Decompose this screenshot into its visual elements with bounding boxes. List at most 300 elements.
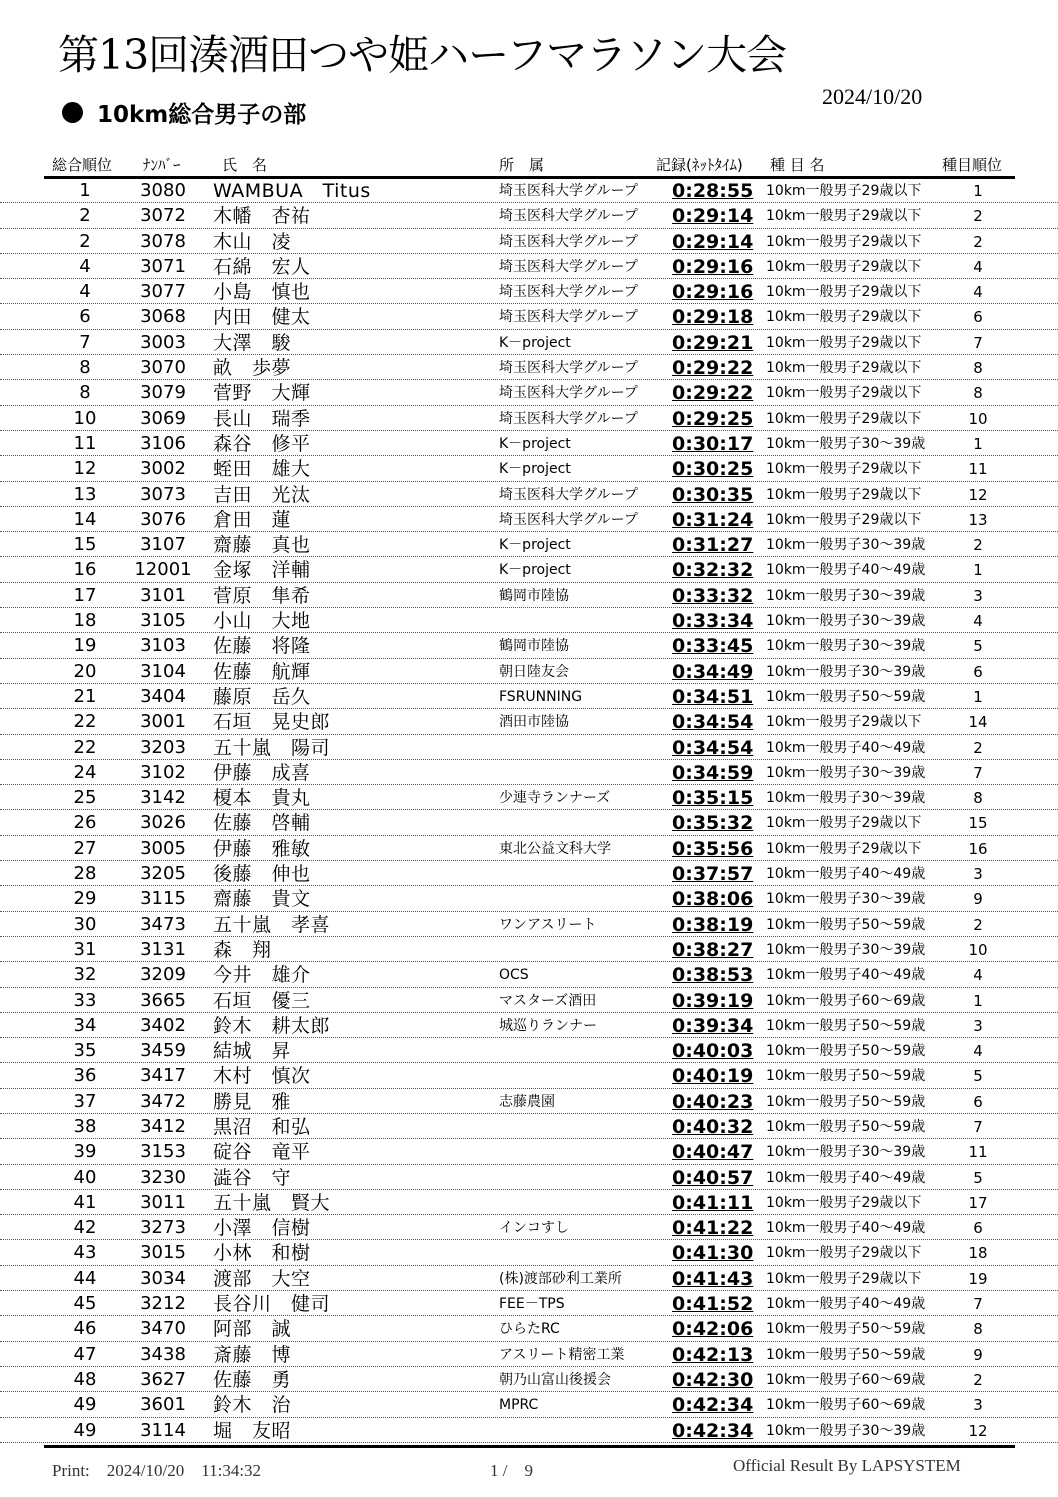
team-cell: 少連寺ランナーズ [499, 790, 611, 807]
rank-cell: 40 [73, 1166, 97, 1188]
table-row [0, 482, 1058, 507]
team-cell: FEE－TPS [499, 1296, 565, 1313]
rank-cell: 6 [79, 306, 91, 328]
category-rank-cell: 6 [973, 1219, 983, 1238]
net-time-cell: 0:40:47 [672, 1141, 754, 1164]
bib-number-cell: 3003 [140, 331, 186, 353]
net-time-cell: 0:34:54 [672, 736, 754, 759]
bib-number-cell: 3104 [140, 660, 186, 682]
net-time-cell: 0:35:56 [672, 837, 754, 860]
rank-cell: 38 [73, 1115, 97, 1137]
runner-name-cell: 倉田 蓮 [213, 508, 292, 531]
category-rank-cell: 2 [973, 1370, 983, 1389]
category-rank-cell: 3 [973, 1016, 983, 1035]
category-cell: 10km一般男子29歳以下 [766, 1245, 922, 1262]
bullet-icon [62, 102, 83, 123]
category-rank-cell: 1 [973, 687, 983, 706]
category-rank-cell: 7 [973, 763, 983, 782]
team-cell: 埼玉医科大学グループ [499, 385, 638, 402]
category-cell: 10km一般男子29歳以下 [766, 183, 922, 199]
runner-name-cell: 渡部 大空 [213, 1267, 311, 1290]
rank-cell: 8 [79, 382, 91, 404]
net-time-cell: 0:42:34 [672, 1419, 754, 1442]
header-number: ﾅﾝﾊﾞｰ [143, 156, 181, 174]
bib-number-cell: 3142 [140, 787, 186, 809]
category-cell: 10km一般男子29歳以下 [766, 309, 922, 326]
runner-name-cell: 結城 昇 [213, 1040, 292, 1063]
page-number: 1 / 9 [490, 1461, 533, 1480]
bib-number-cell: 3114 [140, 1419, 186, 1441]
bib-number-cell: 3105 [140, 610, 186, 632]
rank-cell: 17 [73, 584, 97, 606]
category-cell: 10km一般男子50～59歳 [766, 1321, 926, 1338]
bib-number-cell: 3077 [140, 281, 186, 303]
runner-name-cell: 森 翔 [213, 938, 272, 961]
table-row [0, 304, 1058, 329]
table-row [0, 760, 1058, 785]
net-time-cell: 0:30:25 [672, 458, 754, 481]
table-row [0, 557, 1058, 582]
category-cell: 10km一般男子50～59歳 [766, 1068, 926, 1085]
header-category-rank: 種目順位 [942, 156, 1003, 174]
team-cell: 埼玉医科大学グループ [499, 410, 638, 427]
net-time-cell: 0:30:35 [672, 483, 754, 506]
bib-number-cell: 3209 [140, 964, 186, 986]
category-rank-cell: 10 [968, 940, 988, 959]
table-row [0, 1063, 1058, 1088]
runner-name-cell: 蛭田 雄大 [213, 458, 311, 481]
team-cell: 東北公益文科大学 [499, 840, 611, 857]
table-row [0, 583, 1058, 608]
category-rank-cell: 5 [973, 637, 983, 656]
category-rank-cell: 11 [968, 460, 988, 479]
bib-number-cell: 3115 [140, 888, 186, 910]
net-time-cell: 0:34:49 [672, 660, 754, 683]
table-row [0, 406, 1058, 431]
runner-name-cell: 五十嵐 陽司 [213, 736, 331, 759]
bib-number-cell: 3078 [140, 230, 186, 252]
category-rank-cell: 6 [973, 1092, 983, 1111]
team-cell: 埼玉医科大学グループ [499, 511, 638, 528]
category-rank-cell: 3 [973, 586, 983, 605]
bib-number-cell: 3076 [140, 508, 186, 530]
bib-number-cell: 3473 [140, 913, 186, 935]
rank-cell: 22 [73, 711, 97, 733]
rank-cell: 42 [73, 1217, 97, 1239]
team-cell: 酒田市陸協 [499, 714, 569, 731]
category-cell: 10km一般男子30～39歳 [766, 1422, 926, 1439]
table-row [0, 532, 1058, 557]
rank-cell: 47 [73, 1343, 97, 1365]
net-time-cell: 0:42:30 [672, 1368, 754, 1391]
runner-name-cell: 鈴木 耕太郎 [213, 1014, 331, 1037]
net-time-cell: 0:41:30 [672, 1242, 754, 1265]
category-rank-cell: 8 [973, 384, 983, 403]
rank-cell: 36 [73, 1065, 97, 1087]
rank-cell: 37 [73, 1090, 97, 1112]
runner-name-cell: 長谷川 健司 [213, 1293, 331, 1316]
net-time-cell: 0:29:16 [672, 255, 754, 278]
rank-cell: 18 [73, 610, 97, 632]
rank-cell: 8 [79, 357, 91, 379]
net-time-cell: 0:33:34 [672, 610, 754, 633]
category-rank-cell: 9 [973, 1345, 983, 1364]
bib-number-cell: 3402 [140, 1014, 186, 1036]
net-time-cell: 0:31:24 [672, 508, 754, 531]
bib-number-cell: 3459 [140, 1040, 186, 1062]
rank-cell: 45 [73, 1293, 97, 1315]
category-rank-cell: 17 [968, 1193, 988, 1212]
team-cell: K－project [499, 334, 571, 351]
net-time-cell: 0:42:13 [672, 1343, 754, 1366]
bib-number-cell: 3080 [140, 180, 186, 201]
runner-name-cell: 木村 慎次 [213, 1065, 311, 1088]
runner-name-cell: 小島 慎也 [213, 281, 311, 304]
category-cell: 10km一般男子29歳以下 [766, 284, 922, 301]
runner-name-cell: 内田 健太 [213, 306, 311, 329]
table-row [0, 709, 1058, 734]
header-team: 所 属 [499, 156, 545, 174]
bib-number-cell: 3015 [140, 1242, 186, 1264]
category-rank-cell: 5 [973, 1168, 983, 1187]
category-rank-cell: 4 [973, 612, 983, 631]
runner-name-cell: 藤原 岳久 [213, 685, 311, 708]
category-rank-cell: 5 [973, 1067, 983, 1086]
header-time: 記録(ﾈｯﾄﾀｲﾑ) [656, 156, 743, 174]
category-rank-cell: 1 [973, 182, 983, 200]
bib-number-cell: 3601 [140, 1394, 186, 1416]
runner-name-cell: 伊藤 雅敏 [213, 837, 311, 860]
team-cell: 鶴岡市陸協 [499, 587, 569, 604]
table-row [0, 836, 1058, 861]
rank-cell: 41 [73, 1191, 97, 1213]
runner-name-cell: 吉田 光汰 [213, 483, 311, 506]
table-row [0, 1013, 1058, 1038]
category-rank-cell: 4 [973, 257, 983, 276]
net-time-cell: 0:39:19 [672, 989, 754, 1012]
bib-number-cell: 3073 [140, 483, 186, 505]
category-cell: 10km一般男子60～69歳 [766, 1397, 926, 1414]
rank-cell: 14 [73, 508, 97, 530]
runner-name-cell: 金塚 洋輔 [213, 559, 311, 582]
runner-name-cell: 木幡 杏祐 [213, 205, 311, 228]
runner-name-cell: 畝 歩夢 [213, 357, 292, 380]
category-cell: 10km一般男子29歳以下 [766, 1270, 922, 1287]
bib-number-cell: 3627 [140, 1368, 186, 1390]
runner-name-cell: 菅原 隼希 [213, 584, 311, 607]
category-cell: 10km一般男子30～39歳 [766, 663, 926, 680]
rank-cell: 39 [73, 1141, 97, 1163]
runner-name-cell: 長山 瑞季 [213, 407, 311, 430]
net-time-cell: 0:41:11 [672, 1191, 754, 1214]
table-row [0, 178, 1058, 203]
rank-cell: 1 [79, 180, 91, 201]
category-rank-cell: 2 [973, 738, 983, 757]
category-rank-cell: 4 [973, 966, 983, 985]
team-cell: K－project [499, 562, 571, 579]
category-rank-cell: 19 [968, 1269, 988, 1288]
category-cell: 10km一般男子30～39歳 [766, 764, 926, 781]
table-row [0, 659, 1058, 684]
team-cell: 埼玉医科大学グループ [499, 360, 638, 377]
team-cell: ひらたRC [499, 1321, 560, 1338]
category-rank-cell: 1 [973, 991, 983, 1010]
net-time-cell: 0:33:45 [672, 635, 754, 658]
table-row [0, 735, 1058, 760]
rank-cell: 15 [73, 534, 97, 556]
runner-name-cell: 齋藤 貴文 [213, 888, 311, 911]
category-cell: 10km一般男子29歳以下 [766, 258, 922, 275]
table-row [0, 507, 1058, 532]
runner-name-cell: 佐藤 勇 [213, 1368, 292, 1391]
header-name: 氏 名 [222, 156, 268, 174]
category-rank-cell: 1 [973, 561, 983, 580]
category-cell: 10km一般男子30～39歳 [766, 790, 926, 807]
team-cell: 志藤農園 [499, 1093, 555, 1110]
bib-number-cell: 3106 [140, 432, 186, 454]
category-rank-cell: 7 [973, 1117, 983, 1136]
runner-name-cell: 小澤 信樹 [213, 1217, 311, 1240]
category-rank-cell: 4 [973, 1042, 983, 1061]
page-title: 第13回湊酒田つや姫ハーフマラソン大会 [58, 31, 787, 79]
team-cell: ワンアスリート [499, 916, 597, 933]
net-time-cell: 0:29:18 [672, 306, 754, 329]
net-time-cell: 0:35:32 [672, 812, 754, 835]
bib-number-cell: 3273 [140, 1217, 186, 1239]
rank-cell: 28 [73, 863, 97, 885]
runner-name-cell: 小林 和樹 [213, 1242, 311, 1265]
net-time-cell: 0:34:54 [672, 711, 754, 734]
runner-name-cell: 石垣 晃史郎 [213, 711, 331, 734]
bib-number-cell: 3001 [140, 711, 186, 733]
net-time-cell: 0:40:32 [672, 1115, 754, 1138]
rank-cell: 20 [73, 660, 97, 682]
runner-name-cell: 今井 雄介 [213, 964, 311, 987]
net-time-cell: 0:29:16 [672, 281, 754, 304]
bib-number-cell: 3153 [140, 1141, 186, 1163]
net-time-cell: 0:29:22 [672, 382, 754, 405]
runner-name-cell: 佐藤 啓輔 [213, 812, 311, 835]
rank-cell: 2 [79, 205, 91, 227]
team-cell: 埼玉医科大学グループ [499, 233, 638, 250]
rank-cell: 32 [73, 964, 97, 986]
category-cell: 10km一般男子40～49歳 [766, 1296, 926, 1313]
runner-name-cell: 後藤 伸也 [213, 863, 311, 886]
table-row [0, 229, 1058, 254]
runner-name-cell: 石綿 宏人 [213, 255, 311, 278]
category-rank-cell: 1 [973, 434, 983, 453]
bib-number-cell: 3011 [140, 1191, 186, 1213]
bib-number-cell: 3212 [140, 1293, 186, 1315]
net-time-cell: 0:41:22 [672, 1217, 754, 1240]
category-cell: 10km一般男子60～69歳 [766, 1371, 926, 1388]
net-time-cell: 0:31:27 [672, 534, 754, 557]
team-cell: OCS [499, 967, 529, 984]
rank-cell: 31 [73, 938, 97, 960]
bib-number-cell: 3101 [140, 584, 186, 606]
rank-cell: 16 [73, 559, 97, 581]
category-cell: 10km一般男子29歳以下 [766, 208, 922, 225]
rank-cell: 4 [79, 255, 91, 277]
bib-number-cell: 3472 [140, 1090, 186, 1112]
net-time-cell: 0:38:53 [672, 964, 754, 987]
category-cell: 10km一般男子29歳以下 [766, 486, 922, 503]
footer-rule [44, 1445, 1015, 1448]
team-cell: MPRC [499, 1397, 539, 1414]
bib-number-cell: 3068 [140, 306, 186, 328]
rank-cell: 2 [79, 230, 91, 252]
table-row [0, 1139, 1058, 1164]
net-time-cell: 0:41:43 [672, 1267, 754, 1290]
category-cell: 10km一般男子40～49歳 [766, 967, 926, 984]
category-rank-cell: 15 [968, 814, 988, 833]
category-cell: 10km一般男子29歳以下 [766, 233, 922, 250]
bib-number-cell: 3072 [140, 205, 186, 227]
category-cell: 10km一般男子29歳以下 [766, 1194, 922, 1211]
category-cell: 10km一般男子60～69歳 [766, 992, 926, 1009]
team-cell: 鶴岡市陸協 [499, 638, 569, 655]
category-rank-cell: 8 [973, 359, 983, 378]
category-rank-cell: 2 [973, 232, 983, 251]
category-rank-cell: 4 [973, 283, 983, 302]
runner-name-cell: 齋藤 真也 [213, 534, 311, 557]
rank-cell: 34 [73, 1014, 97, 1036]
rank-cell: 48 [73, 1368, 97, 1390]
rank-cell: 46 [73, 1318, 97, 1340]
table-row [0, 330, 1058, 355]
net-time-cell: 0:38:27 [672, 938, 754, 961]
rank-cell: 49 [73, 1394, 97, 1416]
runner-name-cell: 佐藤 航輝 [213, 660, 311, 683]
category-rank-cell: 7 [973, 333, 983, 352]
category-rank-cell: 12 [968, 485, 988, 504]
team-cell: K－project [499, 435, 571, 452]
runner-name-cell: 小山 大地 [213, 610, 311, 633]
net-time-cell: 0:39:34 [672, 1014, 754, 1037]
category-cell: 10km一般男子50～59歳 [766, 1043, 926, 1060]
category-rank-cell: 18 [968, 1244, 988, 1263]
bib-number-cell: 12001 [134, 559, 192, 581]
bib-number-cell: 3070 [140, 357, 186, 379]
net-time-cell: 0:29:14 [672, 205, 754, 228]
bib-number-cell: 3079 [140, 382, 186, 404]
category-cell: 10km一般男子50～59歳 [766, 1346, 926, 1363]
category-cell: 10km一般男子40～49歳 [766, 1220, 926, 1237]
bib-number-cell: 3131 [140, 938, 186, 960]
runner-name-cell: 阿部 誠 [213, 1318, 292, 1341]
category-cell: 10km一般男子50～59歳 [766, 688, 926, 705]
bib-number-cell: 3203 [140, 736, 186, 758]
net-time-cell: 0:41:52 [672, 1293, 754, 1316]
category-rank-cell: 14 [968, 713, 988, 732]
table-row [0, 1316, 1058, 1341]
runner-name-cell: 森谷 修平 [213, 432, 311, 455]
runner-name-cell: 伊藤 成喜 [213, 761, 311, 784]
net-time-cell: 0:28:55 [672, 180, 754, 202]
net-time-cell: 0:29:21 [672, 331, 754, 354]
table-row [0, 1240, 1058, 1265]
rank-cell: 4 [79, 281, 91, 303]
rank-cell: 13 [73, 483, 97, 505]
category-rank-cell: 16 [968, 839, 988, 858]
table-row [0, 279, 1058, 304]
category-cell: 10km一般男子40～49歳 [766, 562, 926, 579]
category-cell: 10km一般男子30～39歳 [766, 537, 926, 554]
bib-number-cell: 3069 [140, 407, 186, 429]
category-cell: 10km一般男子30～39歳 [766, 613, 926, 630]
rank-cell: 26 [73, 812, 97, 834]
bib-number-cell: 3417 [140, 1065, 186, 1087]
team-cell: 埼玉医科大学グループ [499, 208, 638, 225]
category-cell: 10km一般男子50～59歳 [766, 1093, 926, 1110]
team-cell: マスターズ酒田 [499, 992, 597, 1009]
table-row [0, 1342, 1058, 1367]
table-row [0, 633, 1058, 658]
category-rank-cell: 12 [968, 1421, 988, 1440]
team-cell: FSRUNNING [499, 688, 583, 705]
net-time-cell: 0:29:25 [672, 407, 754, 430]
table-row [0, 785, 1058, 810]
category-cell: 10km一般男子30～39歳 [766, 891, 926, 908]
results-table [0, 178, 1058, 1443]
print-timestamp: Print: 2024/10/20 11:34:32 [52, 1461, 262, 1480]
rank-cell: 21 [73, 685, 97, 707]
category-cell: 10km一般男子30～39歳 [766, 435, 926, 452]
category-rank-cell: 10 [968, 409, 988, 428]
net-time-cell: 0:40:03 [672, 1040, 754, 1063]
table-row [0, 431, 1058, 456]
rank-cell: 30 [73, 913, 97, 935]
runner-name-cell: 佐藤 将隆 [213, 635, 311, 658]
team-cell: K－project [499, 537, 571, 554]
rank-cell: 49 [73, 1419, 97, 1441]
net-time-cell: 0:30:17 [672, 432, 754, 455]
table-row [0, 810, 1058, 835]
category-cell: 10km一般男子29歳以下 [766, 360, 922, 377]
runner-name-cell: 碇谷 竜平 [213, 1141, 311, 1164]
net-time-cell: 0:37:57 [672, 863, 754, 886]
category-rank-cell: 2 [973, 207, 983, 226]
net-time-cell: 0:34:51 [672, 685, 754, 708]
table-header [0, 154, 1058, 176]
bib-number-cell: 3005 [140, 837, 186, 859]
runner-name-cell: 五十嵐 賢大 [213, 1191, 331, 1214]
team-cell: 朝日陸友会 [499, 663, 569, 680]
header-rank: 総合順位 [52, 156, 113, 174]
category-rank-cell: 8 [973, 789, 983, 808]
net-time-cell: 0:42:06 [672, 1318, 754, 1341]
table-row [0, 1266, 1058, 1291]
category-cell: 10km一般男子50～59歳 [766, 1017, 926, 1034]
runner-name-cell: 大澤 駿 [213, 331, 292, 354]
table-row [0, 1367, 1058, 1392]
category-cell: 10km一般男子29歳以下 [766, 815, 922, 832]
category-rank-cell: 9 [973, 890, 983, 909]
table-row [0, 962, 1058, 987]
category-cell: 10km一般男子29歳以下 [766, 410, 922, 427]
table-row [0, 684, 1058, 709]
bib-number-cell: 3230 [140, 1166, 186, 1188]
category-cell: 10km一般男子30～39歳 [766, 638, 926, 655]
category-rank-cell: 2 [973, 915, 983, 934]
category-cell: 10km一般男子40～49歳 [766, 866, 926, 883]
rank-cell: 44 [73, 1267, 97, 1289]
net-time-cell: 0:42:34 [672, 1394, 754, 1417]
team-cell: 城巡りランナー [499, 1017, 597, 1034]
net-time-cell: 0:32:32 [672, 559, 754, 582]
bib-number-cell: 3205 [140, 863, 186, 885]
table-row [0, 861, 1058, 886]
